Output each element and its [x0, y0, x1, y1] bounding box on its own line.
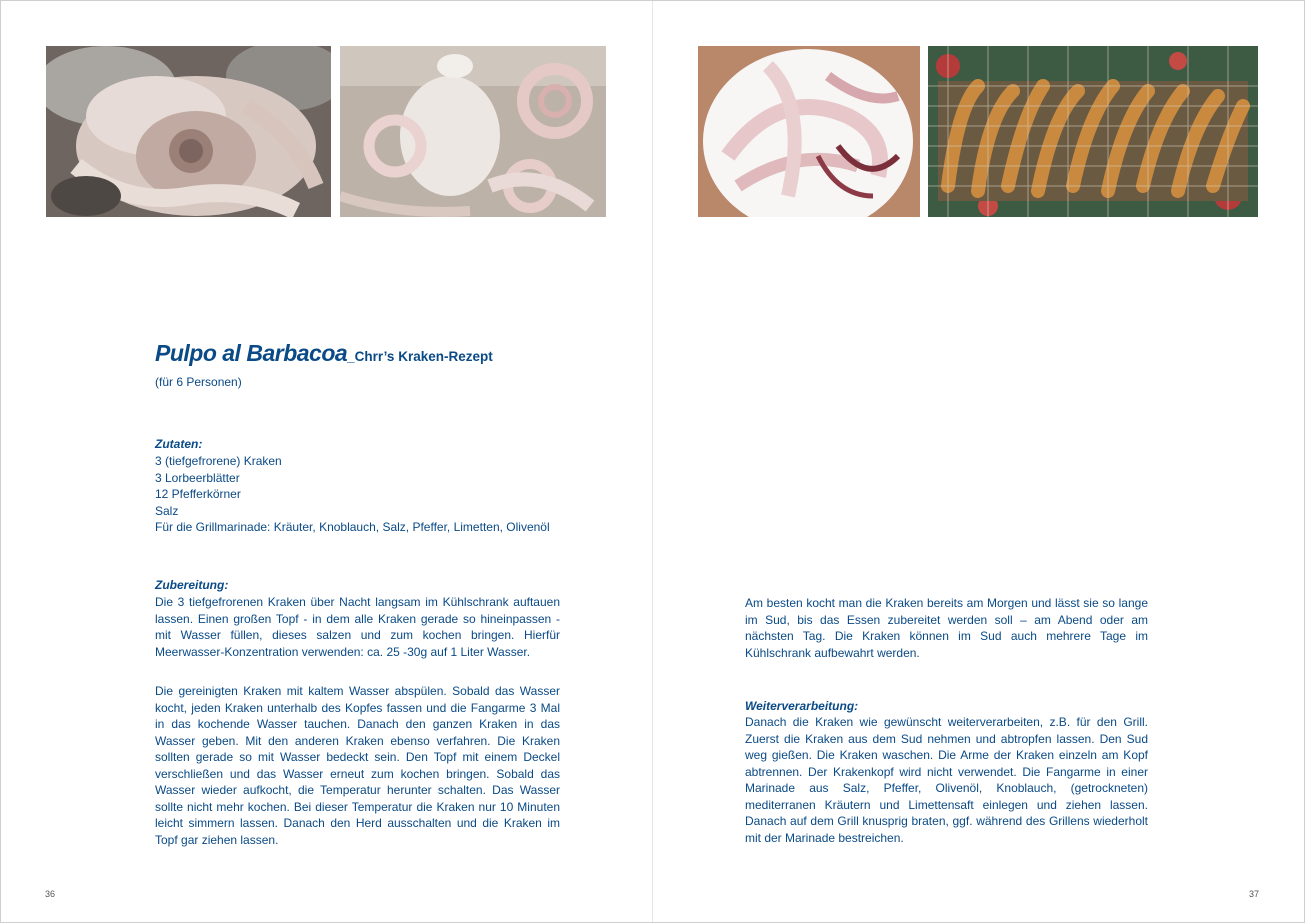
ingredient-item: 12 Pfefferkörner: [155, 487, 241, 501]
ingredients-heading: Zutaten:: [155, 437, 203, 451]
photo-octopus-in-pot: [340, 46, 606, 217]
ingredient-item: 3 Lorbeerblätter: [155, 470, 240, 485]
recipe-title: Pulpo al Barbacoa: [155, 340, 348, 366]
preparation-paragraph-2: Die gereinigten Kraken mit kaltem Wasser abspülen. Sobald das Wasser kocht, jeden Kraken unterhalb des Kopfes fassen und die Fangarme 3 Mal in das kochende Wasser tauchen. Danach den ganzen Kraken in das Wasser geben. Mit den anderen Kraken ebenso verfahren. Die Kraken sollten gerade so mit Wasser bedeckt sein. Den Topf mit einem Deckel verschließen und das Wasser erneut zum kochen bringen. Sobald das Wasser wieder aufkocht, die Temperatur herunter schalten. Das Wasser sollte nicht mehr kochen. Bei dieser Temperatur die Kraken nur 10 Minuten leicht simmern lassen. Danach den Herd ausschalten und die Kraken im Topf gar ziehen lassen.: [155, 684, 560, 847]
ingredient-item: Salz: [155, 503, 179, 518]
photo-grilled-tentacles: [928, 46, 1258, 217]
photo-tentacles-on-plate: [698, 46, 920, 217]
page-number-right: 37: [1249, 889, 1260, 899]
preparation-paragraph-3: Am besten kocht man die Kraken bereits am Morgen und lässt sie so lange im Sud, bis das Essen zubereitet werden soll – am Abend oder am nächsten Tag. Die Kraken können im Sud auch mehrere Tage im Kühlschrank aufbewahrt werden.: [745, 596, 1148, 660]
photo-raw-octopus-colander: [46, 46, 331, 217]
preparation-heading: Zubereitung:: [155, 578, 229, 592]
recipe-serves: (für 6 Personen): [155, 375, 242, 389]
processing-paragraph: Danach die Kraken wie gewünscht weiterverarbeiten, z.B. für den Grill. Zuerst die Kraken aus dem Sud nehmen und abtropfen lassen. Den Sud weg gießen. Die Kraken waschen. Die Arme der Kraken einzeln am Kopf abtrennen. Der Krakenkopf wird nicht verwendet. Die Fangarme in einer Marinade aus Salz, Pfeffer, Olivenöl, Knoblauch, (getrockneten) mediterranen Kräutern und Limettensaft einlegen und ziehen lassen. Danach auf dem Grill knusprig braten, ggf. während des Grillens wiederholt mit der Marinade bestreichen.: [745, 715, 1148, 845]
preparation-paragraph-1: Die 3 tiefgefrorenen Kraken über Nacht langsam im Kühlschrank auftauen lassen. Einen großen Topf - in dem alle Kraken gerade so hineinpassen - mit Wasser füllen, dieses salzen und zum kochen bringen. Hierfür Meerwasser-Konzentration verwenden: ca. 25 -30g auf 1 Liter Wasser.: [155, 595, 560, 659]
recipe-subtitle: _Chrr’s Kraken-Rezept: [347, 349, 493, 364]
ingredient-item: 3 (tiefgefrorene) Kraken: [155, 454, 282, 468]
spread-gutter: [652, 1, 653, 922]
page-number-left: 36: [45, 889, 56, 899]
recipe-title-line: [155, 340, 493, 367]
ingredients-list: [155, 453, 550, 536]
processing-heading: Weiterverarbeitung:: [745, 699, 859, 713]
ingredient-item: Für die Grillmarinade: Kräuter, Knoblauch, Salz, Pfeffer, Limetten, Olivenöl: [155, 520, 550, 534]
